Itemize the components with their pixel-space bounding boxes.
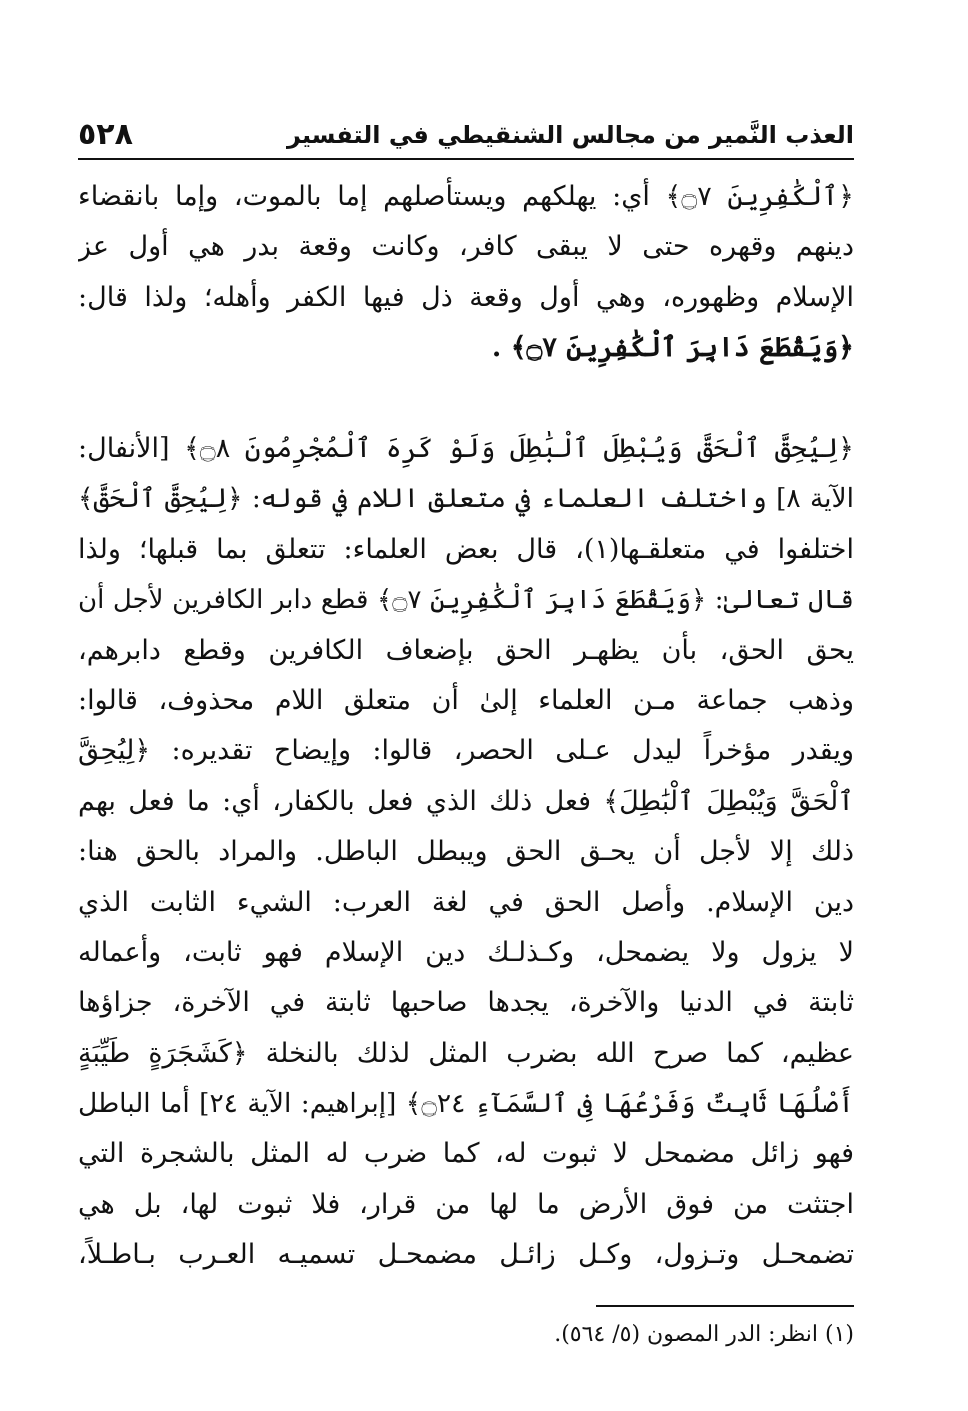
text-line: دين الإسلام. وأصل الحق في لغة العرب: الشيء الثابت الذي — [78, 886, 854, 918]
page-header — [78, 112, 854, 152]
text-line: الإسلام وظهوره، وهي أول وقعة ذل فيها الكفر وأهله؛ ولذا قال: — [78, 281, 854, 313]
header-rule — [78, 158, 854, 160]
page-number: ٥٢٨ — [78, 117, 133, 152]
text-line: دينهم وقهره حتى لا يبقى كافر، وكانت وقعة بدر هي أول عز — [78, 231, 854, 263]
text-line: أَصْلُهَا ثَابِتٌ وَفَرْعُهَا فِى ٱلسَّمَآءِ ۝٢٤﴾ [إبراهيم: الآية ٢٤] أما الباطل — [78, 1088, 854, 1120]
text-line: الآية ٨] واختلف العلماء في متعلق اللام في قوله: ﴿لِيُحِقَّ ٱلْحَقَّ﴾ — [78, 483, 854, 515]
text-line: اجتثت من فوق الأرض ما لها من قرار، فلا ثبوت لها، بل هي — [78, 1188, 854, 1220]
text-line: فهو زائل مضمحل لا ثبوت له، كما ضرب له المثل بالشجرة التي — [78, 1138, 854, 1170]
text-line: اختلفوا في متعلقـها(١)، قال بعض العلماء: تتعلق بما قبلها؛ ولذا — [78, 533, 854, 565]
text-line: عظيم، كما صرح الله بضرب المثل لذلك بالنخلة ﴿كَشَجَرَةٍ طَيِّبَةٍ — [78, 1037, 854, 1069]
text-line: ثابتة في الدنيا والآخرة، يجدها صاحبها ثابتة في الآخرة، جزاؤها — [78, 987, 854, 1019]
text-line: لا يزول ولا يضمحل، وكـذلـك دين الإسلام فهو ثابت، وأعماله — [78, 936, 854, 968]
footnote-rule — [596, 1305, 854, 1307]
paragraph-2 — [78, 424, 854, 1281]
text-line: يحق الحق، بأن يظهـر الحق بإضعاف الكافرين وقطع دابرهم، — [78, 634, 854, 666]
text-line: وذهب جماعة مـن العلماء إلىٰ أن متعلق اللام محذوف، قالوا: — [78, 684, 854, 716]
text-line: تضمحـل وتـزول، وكـل زائـل مضمحـل تسميـه العـرب بـاطـلاً، — [78, 1239, 854, 1271]
paragraph-1 — [78, 172, 854, 374]
text-line: قال تعالىٰ: ﴿وَيَقْطَعَ دَابِرَ ٱلْكَٰفِرِينَ ۝٧﴾ قطع دابر الكافرين لأجل أن — [78, 585, 854, 616]
text-line: ٱلْحَقَّ وَيُبْطِلَ ٱلْبَٰطِلَ﴾ فعل ذلك الذي فعل بالكفار، أي: ما فعل بهم — [78, 785, 854, 817]
footnote: (١) انظر: الدر المصون (٥/ ٥٦٤). — [554, 1322, 854, 1347]
text-line: ﴿ٱلْكَٰفِرِينَ ۝٧﴾ أي: يهلكهم ويستأصلهم إما بالموت، وإما بانقضاء — [78, 181, 854, 212]
running-title: العذب النَّمير من مجالس الشنقيطي في التفسير — [287, 121, 854, 149]
text-line: ذلك إلا لأجل أن يحـق الحق ويبطل الباطل. والمراد بالحق هنا: — [78, 836, 854, 868]
text-line: ويقدر مؤخراً ليدل عـلى الحصر، قالوا: وإيضاح تقديره: ﴿لِيُحِقَّ — [78, 735, 854, 767]
quran-verse-line: ﴿وَيَقْطَعَ دَابِرَ ٱلْكَٰفِرِينَ ۝٧﴾ . — [491, 332, 854, 364]
text-line: ﴿لِيُحِقَّ ٱلْحَقَّ وَيُبْطِلَ ٱلْبَٰطِلَ وَلَوْ كَرِهَ ٱلْمُجْرِمُونَ ۝٨﴾ [الأنفال: — [78, 433, 854, 464]
